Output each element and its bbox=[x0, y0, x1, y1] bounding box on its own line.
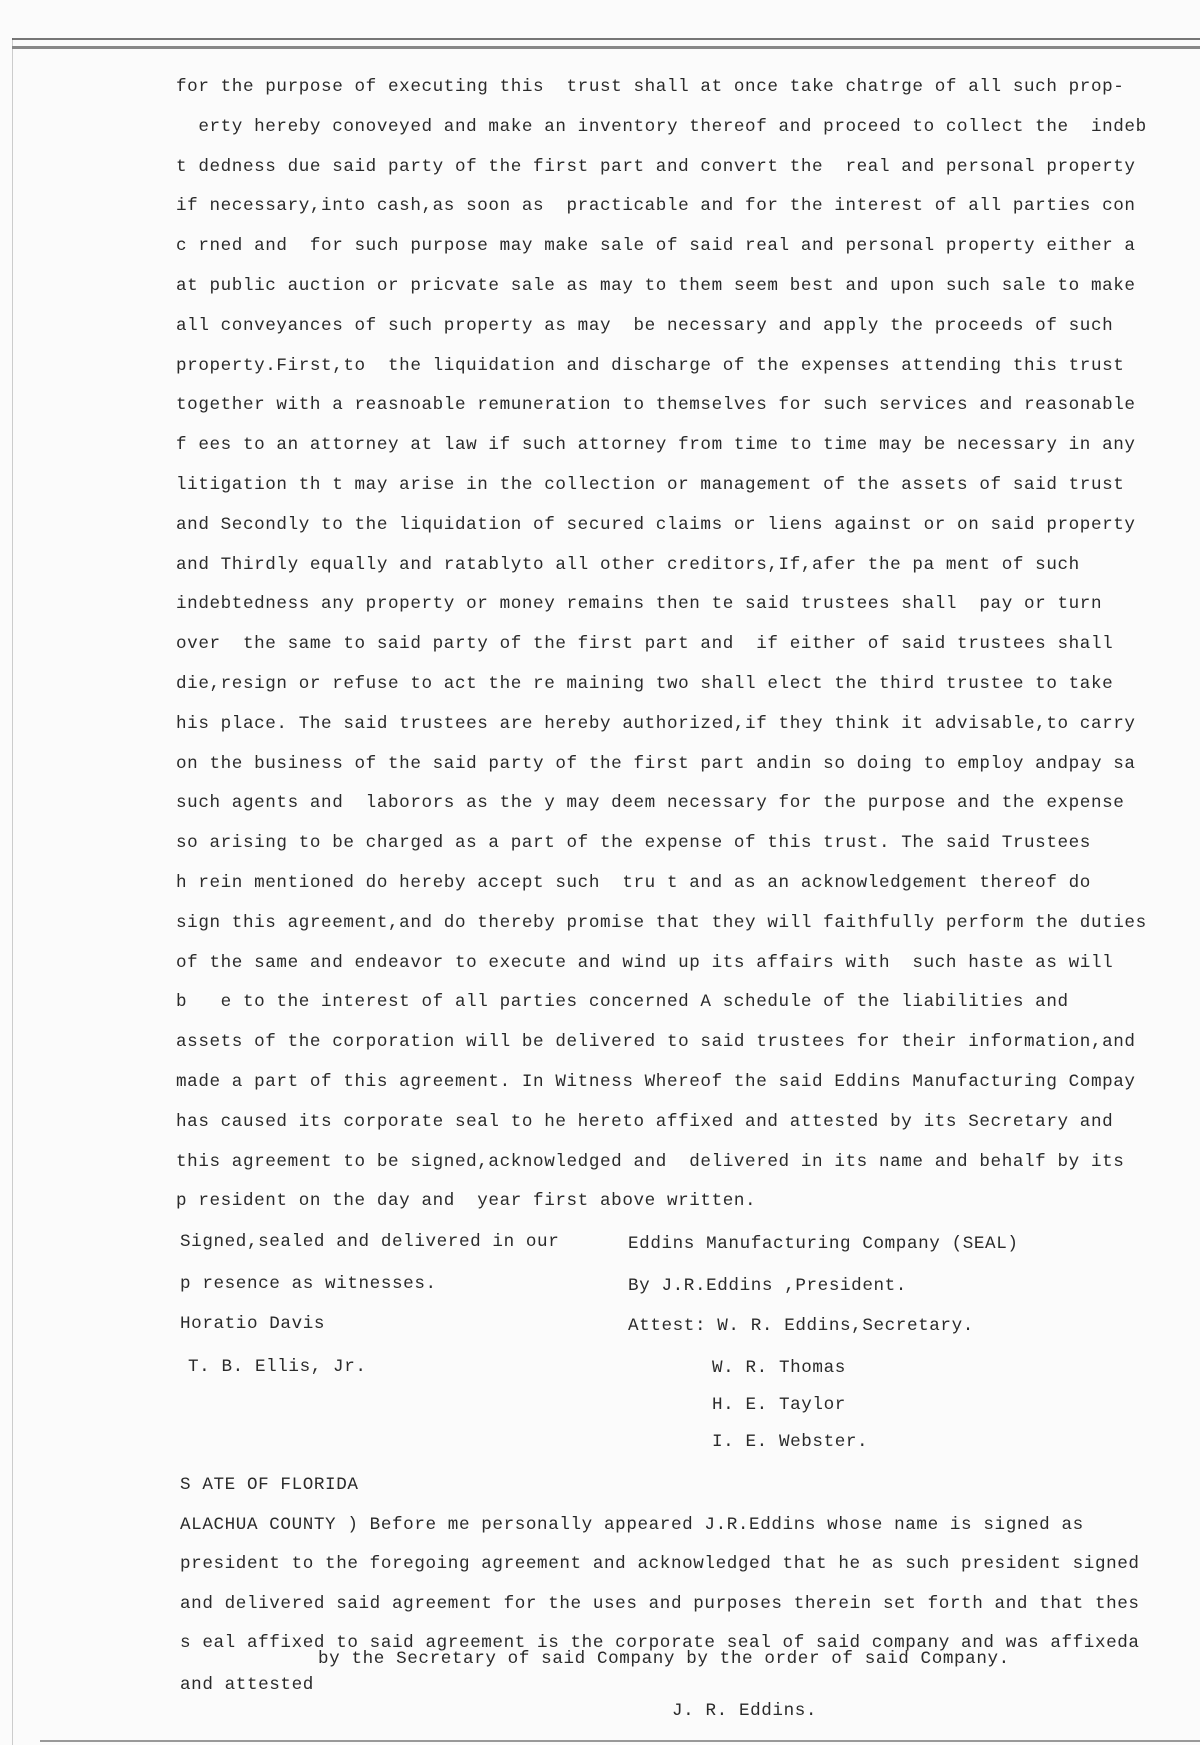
ack-line: president to the foregoing agreement and acknowledged that he as such president signed bbox=[180, 1554, 1140, 1574]
body-line: sign this agreement,and do thereby promise that they will faithfully perform the duties bbox=[176, 912, 1147, 933]
body-line: all conveyances of such property as may be necessary and apply the proceeds of such bbox=[176, 315, 1114, 336]
body-line: such agents and laborors as the y may deem necessary for the purpose and the expense bbox=[176, 793, 1125, 814]
body-line: if necessary,into cash,as soon as practicable and for the interest of all parties con bbox=[176, 196, 1136, 217]
body-line: assets of the corporation will be delivered to said trustees for their information,and bbox=[176, 1032, 1136, 1053]
trustee-name: H. E. Taylor bbox=[712, 1395, 846, 1415]
body-line: has caused its corporate seal to he hereto affixed and attested by its Secretary and bbox=[176, 1111, 1114, 1132]
witness-name: T. B. Ellis, Jr. bbox=[188, 1357, 367, 1377]
witness-name: Horatio Davis bbox=[180, 1314, 326, 1334]
header-rule bbox=[12, 46, 1200, 49]
ack-attested: and attested bbox=[180, 1675, 314, 1695]
trustee-name: W. R. Thomas bbox=[712, 1358, 846, 1378]
ack-line: ALACHUA COUNTY ) Before me personally appeared J.R.Eddins whose name is signed as bbox=[180, 1514, 1084, 1535]
body-line: property.First,to the liquidation and discharge of the expenses attending this trust bbox=[176, 355, 1125, 376]
body-line: over the same to said party of the first part and if either of said trustees shall bbox=[176, 634, 1114, 655]
page-bottom-edge bbox=[40, 1740, 1200, 1742]
body-line: p resident on the day and year first above written. bbox=[176, 1191, 757, 1212]
ack-insert: by the Secretary of said Company by the order of said Company. bbox=[318, 1649, 1010, 1669]
body-line: so arising to be charged as a part of the expense of this trust. The said Trustees bbox=[176, 833, 1091, 854]
state-heading: S ATE OF FLORIDA bbox=[180, 1475, 359, 1495]
body-line: erty hereby conoveyed and make an inventory thereof and proceed to collect the indeb bbox=[176, 116, 1147, 137]
header-rule bbox=[12, 38, 1200, 40]
body-line: t dedness due said party of the first part and convert the real and personal property bbox=[176, 156, 1136, 177]
ack-line: s eal affixed to said agreement is the corporate seal of said company and was affixeda bbox=[180, 1633, 1140, 1653]
witness-line-1: Signed,sealed and delivered in our bbox=[180, 1232, 560, 1252]
body-line: die,resign or refuse to act the re maining two shall elect the third trustee to take bbox=[176, 673, 1114, 694]
body-line: together with a reasnoable remuneration to themselves for such services and reasonable bbox=[176, 395, 1136, 416]
body-line: litigation th t may arise in the collection or management of the assets of said trust bbox=[176, 474, 1125, 495]
body-line: b e to the interest of all parties concerned A schedule of the liabilities and bbox=[176, 992, 1069, 1013]
body-line: c rned and for such purpose may make sale of said real and personal property either a bbox=[176, 236, 1136, 257]
agreement-body bbox=[176, 75, 1147, 1229]
body-line: h rein mentioned do hereby accept such tru t and as an acknowledgement thereof do bbox=[176, 872, 1091, 893]
body-line: made a part of this agreement. In Witness Whereof the said Eddins Manufacturing Compay bbox=[176, 1071, 1136, 1092]
trustee-name: I. E. Webster. bbox=[712, 1432, 869, 1452]
body-line: on the business of the said party of the first part andin so doing to employ andpay sa bbox=[176, 753, 1136, 774]
body-line: and Secondly to the liquidation of secured claims or liens against or on said property bbox=[176, 514, 1136, 535]
body-line: at public auction or pricvate sale as may to them seem best and upon such sale to make bbox=[176, 275, 1136, 296]
company-name: Eddins Manufacturing Company (SEAL) bbox=[628, 1234, 1019, 1254]
president-signature: By J.R.Eddins ,President. bbox=[628, 1276, 907, 1296]
body-line: this agreement to be signed,acknowledged and delivered in its name and behalf by its bbox=[176, 1151, 1125, 1172]
page-edge bbox=[12, 38, 13, 1745]
secretary-attest: Attest: W. R. Eddins,Secretary. bbox=[628, 1316, 974, 1336]
body-line: his place. The said trustees are hereby authorized,if they think it advisable,to carry bbox=[176, 713, 1136, 734]
body-line: of the same and endeavor to execute and wind up its affairs with such haste as will bbox=[176, 952, 1114, 973]
body-line: and Thirdly equally and ratablyto all other creditors,If,afer the pa ment of such bbox=[176, 554, 1080, 575]
ack-line: and delivered said agreement for the uses and purposes therein set forth and that thes bbox=[180, 1593, 1140, 1614]
acknowledgement-section bbox=[180, 1473, 1140, 1739]
body-line: f ees to an attorney at law if such attorney from time to time may be necessary in any bbox=[176, 435, 1136, 456]
notary-signature: J. R. Eddins. bbox=[672, 1701, 818, 1721]
witness-line-2: p resence as witnesses. bbox=[180, 1274, 437, 1294]
body-line: for the purpose of executing this trust shall at once take chatrge of all such prop- bbox=[176, 77, 1125, 97]
body-line: indebtedness any property or money remains then te said trustees shall pay or turn bbox=[176, 594, 1103, 615]
